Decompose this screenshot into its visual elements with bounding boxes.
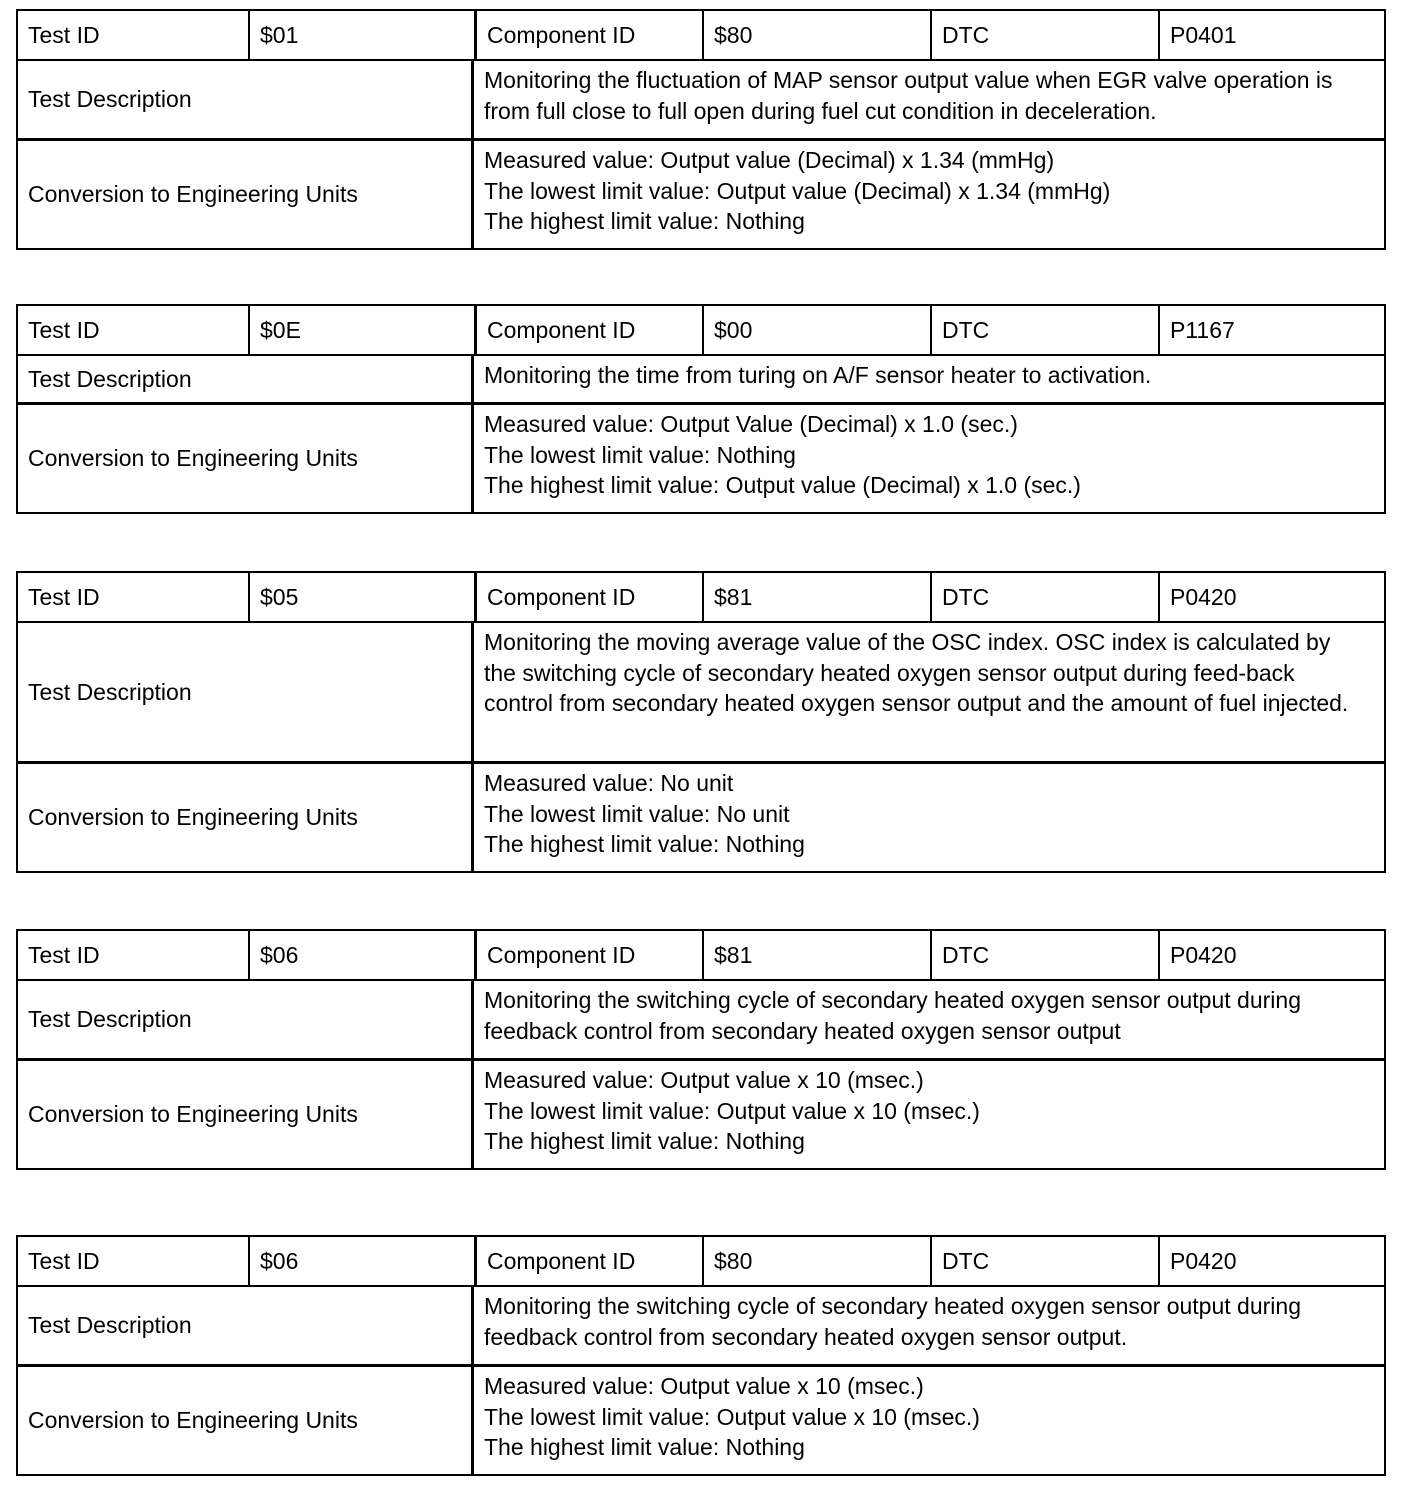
conversion-label: Conversion to Engineering Units [18, 1367, 474, 1474]
description-text: Monitoring the switching cycle of secondary heated oxygen sensor output during feedback control from secondary heated oxygen sensor output. [484, 1293, 1301, 1350]
component-id-value: $80 [702, 1237, 930, 1285]
component-id-label: Component ID [474, 931, 702, 979]
conversion-value [474, 1367, 1384, 1474]
test-table [16, 304, 1386, 514]
test-id-label: Test ID [28, 583, 100, 610]
header-row [18, 1237, 1384, 1285]
conversion-row [18, 138, 1384, 248]
description-row [18, 1285, 1384, 1364]
test-description-label: Test Description [18, 623, 474, 761]
header-row [18, 573, 1384, 621]
lowest-limit-line: The lowest limit value: Output value (Decimal) x 1.34 (mmHg) [484, 177, 1111, 204]
test-id-label: Test ID [28, 21, 100, 48]
component-id-label: Component ID [474, 306, 702, 354]
conversion-row [18, 761, 1384, 871]
test-description-value [474, 356, 1384, 402]
description-row [18, 979, 1384, 1058]
highest-limit-line: The highest limit value: Nothing [484, 208, 805, 234]
component-id-label: Component ID [474, 573, 702, 621]
dtc-label: DTC [930, 573, 1158, 621]
test-id-value: $06 [248, 1237, 474, 1285]
component-id-label: Component ID [474, 11, 702, 59]
conversion-label: Conversion to Engineering Units [18, 764, 474, 871]
test-description-label: Test Description [18, 356, 474, 402]
dtc-label: DTC [930, 931, 1158, 979]
description-text: Monitoring the moving average value of the OSC index. OSC index is calculated by the switching cycle of secondary heated oxygen sensor output during feed-back control from secondary heated oxygen sensor output and the amount of fuel injected. [484, 629, 1349, 716]
lowest-limit-line: The lowest limit value: Nothing [484, 441, 796, 468]
component-id-label: Component ID [474, 1237, 702, 1285]
highest-limit-line: The highest limit value: Nothing [484, 831, 805, 857]
dtc-value: P0420 [1158, 931, 1384, 979]
measured-value-line: Measured value: Output value (Decimal) x 1.34 (mmHg) [484, 147, 1055, 173]
test-description-value [474, 623, 1384, 761]
test-table [16, 1235, 1386, 1476]
component-id-value: $00 [702, 306, 930, 354]
highest-limit-line: The highest limit value: Nothing [484, 1434, 805, 1460]
test-table [16, 9, 1386, 250]
test-id-label: Test ID [28, 1247, 100, 1274]
header-row [18, 11, 1384, 59]
measured-value-line: Measured value: Output value x 10 (msec.) [484, 1373, 924, 1399]
test-table [16, 929, 1386, 1170]
component-id-value: $81 [702, 573, 930, 621]
test-description-label: Test Description [18, 1287, 474, 1364]
conversion-value [474, 1061, 1384, 1168]
highest-limit-line: The highest limit value: Output value (Decimal) x 1.0 (sec.) [484, 472, 1081, 498]
conversion-value [474, 141, 1384, 248]
measured-value-line: Measured value: Output Value (Decimal) x 1.0 (sec.) [484, 411, 1018, 437]
dtc-value: P0401 [1158, 11, 1384, 59]
lowest-limit-line: The lowest limit value: No unit [484, 800, 790, 827]
conversion-row [18, 1058, 1384, 1168]
dtc-label: DTC [930, 1237, 1158, 1285]
test-description-label: Test Description [18, 61, 474, 138]
dtc-label: DTC [930, 11, 1158, 59]
description-row [18, 59, 1384, 138]
dtc-label: DTC [930, 306, 1158, 354]
measured-value-line: Measured value: Output value x 10 (msec.) [484, 1067, 924, 1093]
description-row [18, 621, 1384, 761]
description-row [18, 354, 1384, 402]
dtc-value: P0420 [1158, 1237, 1384, 1285]
test-description-value [474, 1287, 1384, 1364]
test-description-label: Test Description [18, 981, 474, 1058]
conversion-value [474, 764, 1384, 871]
description-text: Monitoring the time from turing on A/F sensor heater to activation. [484, 362, 1152, 388]
test-id-label: Test ID [28, 316, 100, 343]
conversion-value [474, 405, 1384, 512]
component-id-value: $80 [702, 11, 930, 59]
test-id-value: $05 [248, 573, 474, 621]
conversion-label: Conversion to Engineering Units [18, 1061, 474, 1168]
highest-limit-line: The highest limit value: Nothing [484, 1128, 805, 1154]
dtc-value: P0420 [1158, 573, 1384, 621]
description-text: Monitoring the switching cycle of secondary heated oxygen sensor output during feedback control from secondary heated oxygen sensor output [484, 987, 1301, 1044]
header-row [18, 306, 1384, 354]
dtc-value: P1167 [1158, 306, 1384, 354]
lowest-limit-line: The lowest limit value: Output value x 10 (msec.) [484, 1403, 980, 1430]
component-id-value: $81 [702, 931, 930, 979]
test-table [16, 571, 1386, 873]
conversion-label: Conversion to Engineering Units [18, 405, 474, 512]
test-id-value: $01 [248, 11, 474, 59]
conversion-row [18, 1364, 1384, 1474]
header-row [18, 931, 1384, 979]
description-text: Monitoring the fluctuation of MAP sensor output value when EGR valve operation is from full close to full open during fuel cut condition in deceleration. [484, 67, 1333, 124]
measured-value-line: Measured value: No unit [484, 770, 734, 796]
test-description-value [474, 981, 1384, 1058]
test-description-value [474, 61, 1384, 138]
conversion-row [18, 402, 1384, 512]
lowest-limit-line: The lowest limit value: Output value x 10 (msec.) [484, 1097, 980, 1124]
conversion-label: Conversion to Engineering Units [18, 141, 474, 248]
test-id-label: Test ID [28, 941, 100, 968]
test-id-value: $06 [248, 931, 474, 979]
test-id-value: $0E [248, 306, 474, 354]
